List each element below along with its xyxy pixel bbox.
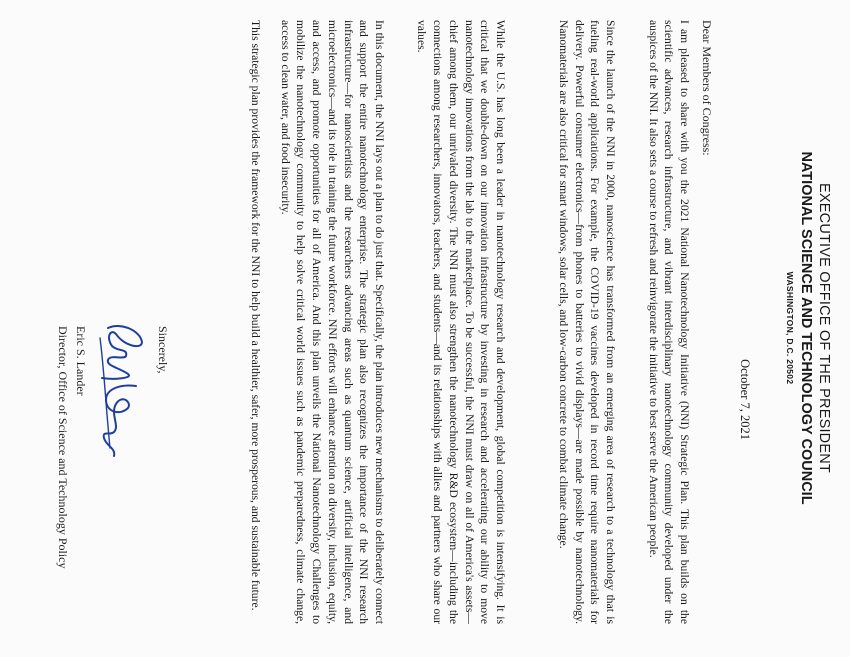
paragraph-1: I am pleased to share with you the 2021 National Nanotechnology Initiative (NNI) Strategic Plan. This plan builds on the scientific advances, research infrastructure, and vibrant interdisciplinary nanotechnology community developed under the auspices of the NNI. It also sets a course to refresh and reinvigorate the initiative to best serve the American people. — [646, 20, 691, 624]
closing: Sincerely, — [156, 326, 170, 374]
handwritten-signature — [90, 308, 150, 478]
paragraph-3: While the U.S. has long been a leader in nanotechnology research and development, global competition is intensifying. It is critical that we double-down on our innovation infrastructure by investing in research and accelerating our ability to move nanotechnology innovations from the lab to the marketplace. To be successful, the NNI must draw on all of America's assets—chief among them, our unrivaled diversity. The NNI must also strengthen the nanotechnology R&D ecosystem—including the connections among researchers, innovators, teachers, and students—and its relationships with allies and partners who share our values. — [415, 20, 507, 624]
signer-title: Director, Office of Science and Technology Policy — [56, 326, 70, 569]
signer-name: Eric S. Lander — [74, 326, 88, 396]
letter — [10, 8, 840, 648]
letter-date: October 7, 2021 — [738, 359, 752, 440]
paragraph-5: This strategic plan provides the framework for the NNI to help build a healthier, safer, more prosperous, and sustainable future. — [249, 20, 262, 611]
letterhead-address: WASHINGTON, D.C. 20502 — [785, 271, 795, 385]
paragraph-2: Since the launch of the NNI in 2000, nanoscience has transformed from an emerging area of research to a technology that is fueling real-world applications. For example, the COVID-19 vaccines developed in record time require nanomaterials for delivery. Powerful consumer electronics—from phones to batteries to vivid displays—are made possible by nanotechnology. Nanomaterials are also critical for smart windows, solar cells, and low-carbon concrete to combat climate change. — [556, 20, 617, 624]
paragraph-4: In this document, the NNI lays out a plan to do just that. Specifically, the plan introduces new mechanisms to deliberately connect and support the entire nanotechnology enterprise. The strategic plan also recognizes the importance of the NNI research infrastructure—for nanoscientists and the researchers advancing areas such as quantum science, artificial intelligence, and microelectronics—and its role in training the future workforce. NNI efforts will enhance attention on diversity, inclusion, equity, and access, and promote opportunities for all of America. And this plan unveils the National Nanotechnology Challenges to mobilize the nanotechnology community to help solve critical world issues such as pandemic preparedness, climate change, access to clean water, and food insecurity. — [278, 20, 386, 624]
letterhead-council: NATIONAL SCIENCE AND TECHNOLOGY COUNCIL — [798, 151, 814, 505]
letterhead-office: EXECUTIVE OFFICE OF THE PRESIDENT — [816, 183, 832, 473]
salutation: Dear Members of Congress: — [700, 20, 714, 156]
